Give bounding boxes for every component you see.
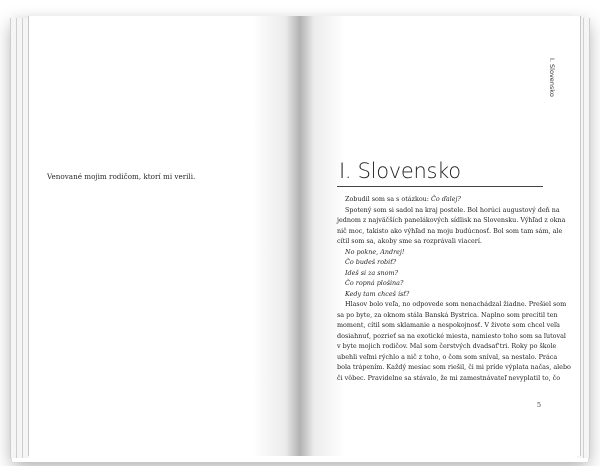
text-line: dosiahnuť, pozrieť sa na exotické miesta, namiesto toho som sa ľutoval	[337, 331, 566, 340]
dialogue-line: No pokne, Andrej!	[345, 247, 405, 256]
dialogue-line: Čo budeš robiť?	[345, 258, 397, 266]
text-line: v byte mojich rodičov. Mal som čerstvých dvadsať'tri. Roky po škole	[337, 342, 557, 350]
text-line: Zobudil som sa s otázkou: Čo ďalej?	[345, 195, 461, 203]
text-line: Spotený som si sadol na kraj postele. Bol horúci augustový deň na	[345, 205, 560, 214]
book-gutter	[286, 16, 314, 456]
text-line: moment, cítil som sklamanie a nespokojnosť. V živote som chcel veľa	[337, 321, 560, 329]
text-line: ubehli veľmi rýchlo a nič z toho, o čom som sníval, sa nestalo. Práca	[337, 352, 558, 361]
dialogue-line: Kedy tam chceš ísť?	[345, 289, 410, 298]
left-page	[28, 16, 301, 456]
chapter-title-rule	[337, 186, 543, 187]
text-line: jednom z najväčších panelákových sídlisk na Slovensku. Výhľad z okna	[337, 216, 566, 224]
text-line: nič moc, takisto ako výhľad na moju budúcnosť. Bol som tam sám, ale	[337, 226, 563, 235]
dialogue-line: Ideš si za snom?	[345, 268, 399, 277]
text-line: sa po byte, za oknom stála Banská Bystrica. Naplno som precítil ten	[337, 310, 558, 319]
text-line: bola trápením. Každý mesiac som riešil, či mi príde výplata načas, alebo	[337, 363, 571, 371]
chapter-body-text	[337, 194, 571, 383]
page-edge	[583, 18, 590, 458]
dialogue-line: Čo ropná plošina?	[345, 279, 404, 287]
running-head	[549, 58, 557, 138]
dedication-text: Venované mojim rodičom, ktorí mi verili.	[47, 172, 196, 181]
text-line: cítil som sa, akoby sme sa rozprávali viacerí.	[337, 237, 482, 245]
text-line: Hlasov bolo veľa, no odpovede som nenachádzal žiadne. Prešiel som	[345, 300, 567, 308]
chapter-title: I. Slovensko	[339, 159, 461, 183]
running-head-text: I. Slovensko	[548, 58, 556, 97]
text-line: či vôbec. Pravidelne sa stávalo, že mi zamestnávateľ nevyplatil to, čo	[337, 373, 561, 382]
page-number: 5	[537, 401, 542, 409]
